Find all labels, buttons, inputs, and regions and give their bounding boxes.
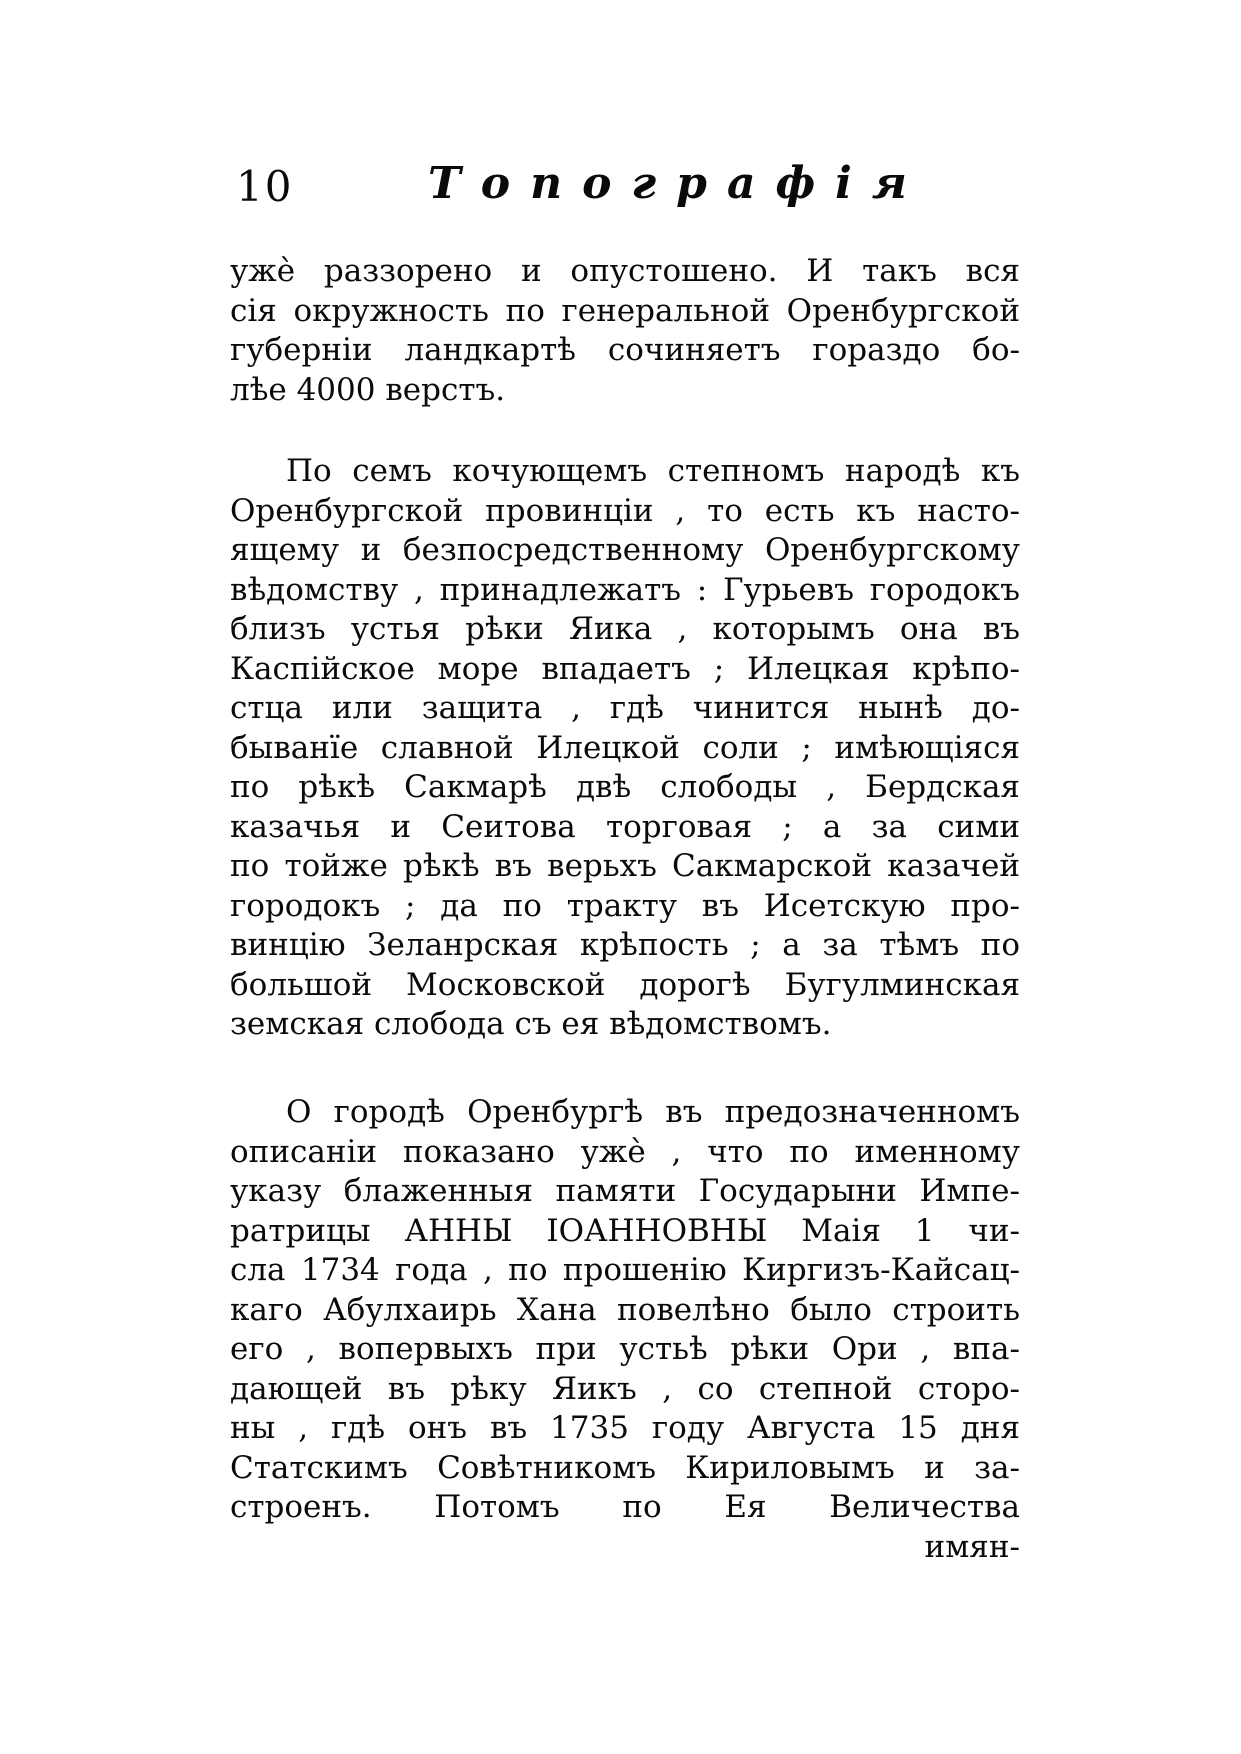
- text-line: строенъ. Потомъ по Ея Величества: [230, 1489, 1020, 1525]
- catchword: имян-: [924, 1528, 1020, 1565]
- text-line: по рѣкѣ Сакмарѣ двѣ слободы , Бердская: [230, 769, 1020, 805]
- text-line: по тойже рѣкѣ въ верьхъ Сакмарской казачей: [230, 848, 1020, 884]
- text-line: ратрицы АННЫ ІОАННОВНЫ Маія 1 чи-: [230, 1212, 1020, 1249]
- text-line: ужѐ раззорено и опустошено. И такъ вся: [230, 253, 1020, 289]
- text-line: описаніи показано ужѐ , что по именному: [230, 1133, 1020, 1170]
- text-line: лѣе 4000 верстъ.: [230, 371, 506, 408]
- text-line: большой Московской дорогѣ Бугулминская: [230, 966, 1020, 1003]
- paragraph-3: [230, 1093, 1020, 1567]
- text-line: дающей въ рѣку Яикъ , со степной сторо-: [230, 1370, 1020, 1407]
- text-line: сія окружность по генеральной Оренбургской: [230, 292, 1020, 329]
- text-line: стца или защита , гдѣ чинится нынѣ до-: [230, 690, 1020, 726]
- text-line: винцію Зеланрская крѣпость ; а за тѣмъ по: [230, 927, 1020, 963]
- text-line: казачья и Сеитова торговая ; а за сими: [230, 808, 1020, 845]
- paragraph-1: [230, 252, 1020, 410]
- paragraph-2: [230, 452, 1020, 1045]
- text-line: его , вопервыхъ при устьѣ рѣки Ори , впа-: [230, 1331, 1020, 1367]
- text-line: ящему и безпосредственному Оренбургскому: [230, 532, 1020, 568]
- text-line: близъ устья рѣки Яика , которымъ она въ: [230, 611, 1020, 647]
- text-line: Оренбургской провинціи , то есть къ насто-: [230, 492, 1020, 529]
- text-line: Статскимъ Совѣтникомъ Кириловымъ и за-: [230, 1449, 1020, 1486]
- text-line: О городѣ Оренбургѣ въ предозначенномъ: [286, 1094, 1020, 1130]
- text-line: ны , гдѣ онъ въ 1735 году Августа 15 дня: [230, 1410, 1020, 1446]
- text-line: указу блаженныя памяти Государыни Импе-: [230, 1173, 1020, 1209]
- running-title: Топографія: [428, 158, 927, 209]
- text-line: вѣдомству , принадлежатъ : Гурьевъ городокъ: [230, 571, 1020, 608]
- text-line: земская слобода съ ея вѣдомствомъ.: [230, 1006, 832, 1042]
- text-line: По семъ кочующемъ степномъ народѣ къ: [286, 453, 1020, 489]
- page-header: [228, 148, 1018, 218]
- text-line: сла 1734 года , по прошенію Киргизъ-Кайсац-: [230, 1252, 1020, 1288]
- text-line: губерніи ландкартѣ сочиняетъ гораздо бо-: [230, 332, 1020, 368]
- text-line: быванїе славной Илецкой соли ; имѣющіяся: [230, 729, 1020, 766]
- page-number: 10: [236, 162, 294, 211]
- text-line: каго Абулхаирь Хана повелѣно было строить: [230, 1291, 1020, 1328]
- text-line: городокъ ; да по тракту въ Исетскую про-: [230, 887, 1020, 924]
- text-line: Каспійское море впадаетъ ; Илецкая крѣпо-: [230, 650, 1020, 687]
